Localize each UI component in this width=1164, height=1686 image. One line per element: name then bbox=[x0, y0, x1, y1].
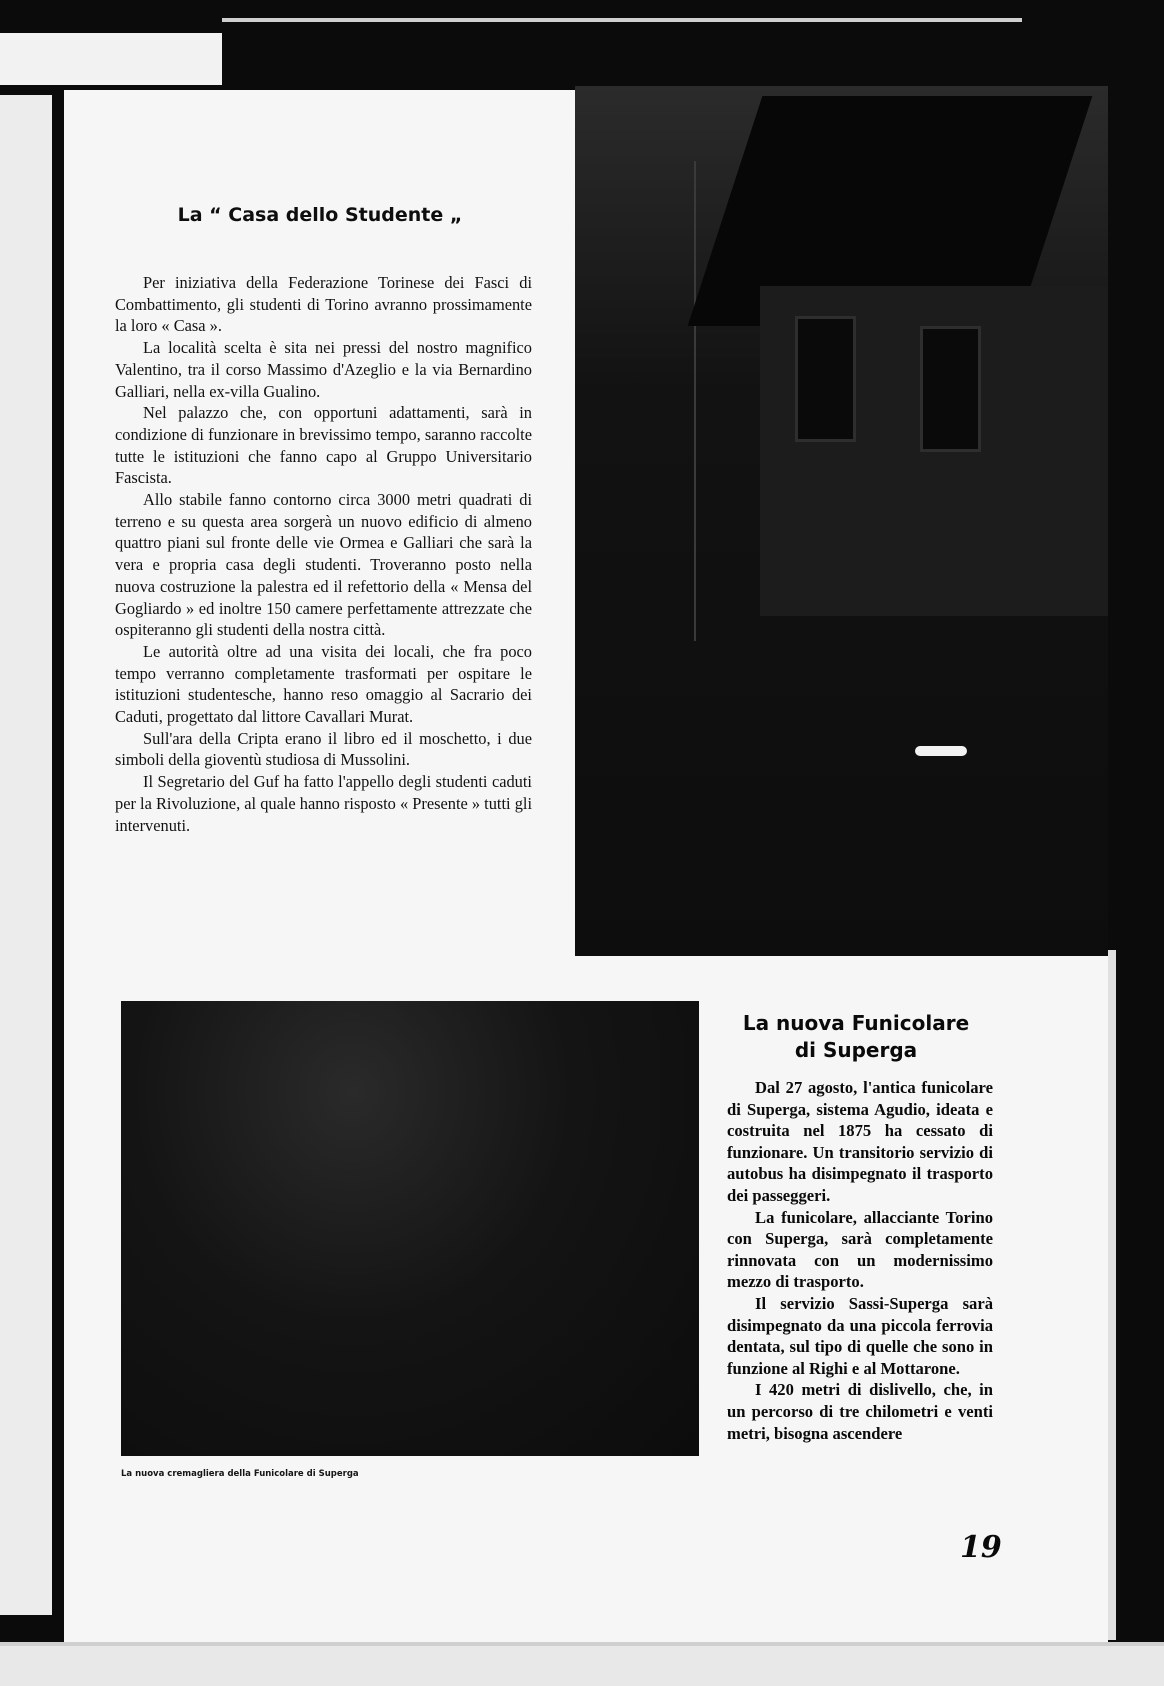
article2-title-line: La nuova Funicolare bbox=[742, 1011, 970, 1035]
article2-body bbox=[727, 1077, 993, 1444]
article1-paragraph: Sull'ara della Cripta erano il libro ed il moschetto, i due simboli della gioventù studiosa di Mussolini. bbox=[115, 728, 532, 770]
scan-margin-top bbox=[0, 33, 222, 85]
photo-window bbox=[920, 326, 981, 452]
article2-paragraph: La funicolare, allacciante Torino con Superga, sarà completamente rinnovata con un modernissimo mezzo di trasporto. bbox=[727, 1207, 993, 1292]
article2-paragraph: Il servizio Sassi-Superga sarà disimpegnato da una piccola ferrovia dentata, sul tipo di quelle che sono in funzione al Righi e al Mottarone. bbox=[727, 1293, 993, 1378]
photo-pole bbox=[694, 161, 696, 641]
photo-light bbox=[915, 746, 967, 756]
page-number: 19 bbox=[960, 1530, 1002, 1565]
photo-caption: La nuova cremagliera della Funicolare di Superga bbox=[121, 1469, 359, 1479]
villa-photo bbox=[575, 86, 1108, 956]
funicular-photo bbox=[121, 1001, 699, 1456]
scan-edge-line bbox=[222, 18, 1022, 22]
scan-margin-left bbox=[0, 95, 52, 1615]
article1-paragraph: Nel palazzo che, con opportuni adattamenti, sarà in condizione di funzionare in brevissimo tempo, saranno raccolte tutte le istituzioni che fanno capo al Gruppo Universitario Fascista. bbox=[115, 403, 532, 488]
article2-paragraph: Dal 27 agosto, l'antica funicolare di Superga, sistema Agudio, ideata e costruita nel 1875 ha cessato di funzionare. Un transitorio servizio di autobus ha disimpegnato il trasporto dei passeggeri. bbox=[727, 1078, 993, 1205]
article1-title: La “ Casa dello Studente „ bbox=[177, 204, 463, 226]
article1-paragraph: Allo stabile fanno contorno circa 3000 metri quadrati di terreno e su questa area sorgerà un nuovo edificio di almeno quattro piani sul fronte delle vie Ormea e Galliari che sarà la vera e propria casa degli studenti. Troveranno posto nella nuova costruzione la palestra ed il refettorio della « Mensa del Gogliardo » ed inoltre 150 camere perfettamente attrezzate che ospiteranno gli studenti della nostra città. bbox=[115, 490, 532, 640]
photo-window bbox=[795, 316, 856, 442]
article2-paragraph: I 420 metri di dislivello, che, in un percorso di tre chilometri e venti metri, bisogna ascendere bbox=[727, 1380, 993, 1443]
article1-body bbox=[115, 272, 532, 836]
article1-paragraph: Le autorità oltre ad una visita dei locali, che fra poco tempo verranno completamente trasformati per ospitare le istituzioni studentesche, hanno reso omaggio al Sacrario dei Caduti, progettato dal littore Cavallari Murat. bbox=[115, 641, 532, 727]
article2-title bbox=[720, 1010, 992, 1064]
scan-margin-bottom bbox=[0, 1642, 1164, 1686]
article1-paragraph: La località scelta è sita nei pressi del nostro magnifico Valentino, tra il corso Massimo d'Azeglio e la via Bernardino Galliari, nella ex-villa Gualino. bbox=[115, 338, 532, 401]
article2-title-line: di Superga bbox=[794, 1038, 918, 1062]
article1-paragraph: Il Segretario del Guf ha fatto l'appello degli studenti caduti per la Rivoluzione, al quale hanno risposto « Presente » tutti gli intervenuti. bbox=[115, 772, 532, 835]
scan-edge-right bbox=[1108, 950, 1116, 1640]
article1-paragraph: Per iniziativa della Federazione Torinese dei Fasci di Combattimento, gli studenti di Torino avranno prossimamente la loro « Casa ». bbox=[115, 273, 532, 336]
photo-facade bbox=[760, 286, 1108, 616]
